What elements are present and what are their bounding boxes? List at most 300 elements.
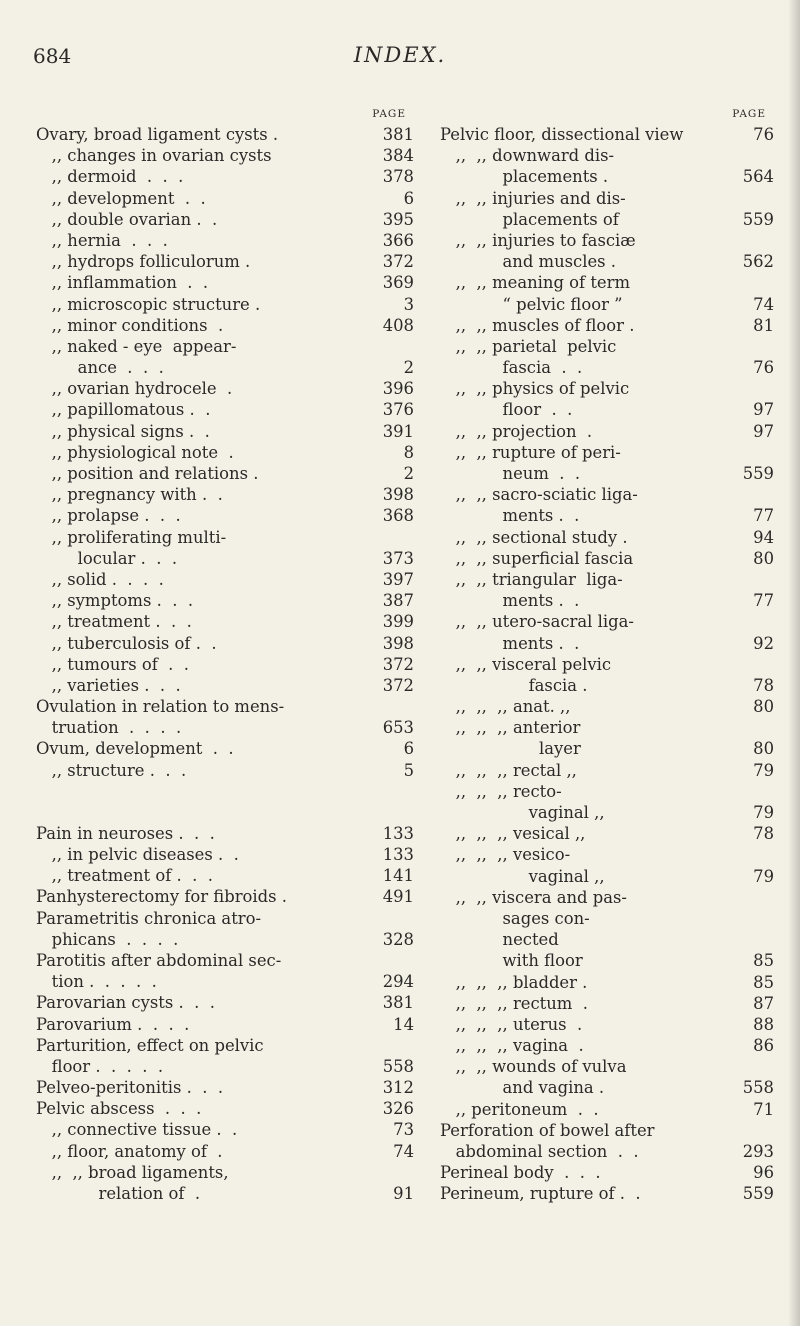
index-entry-page: 366: [382, 230, 414, 250]
index-entry-text: locular . . .: [36, 548, 178, 568]
index-entry-page: 96: [753, 1163, 774, 1183]
index-entry-text: ,, ,, ,, rectal ,,: [440, 760, 577, 780]
index-entry-page: [740, 378, 774, 399]
index-entry: [440, 527, 774, 548]
index-entry: [36, 569, 414, 590]
index-entry-text: ,, microscopic structure .: [36, 294, 261, 314]
index-entry: [440, 548, 774, 569]
index-entry: [36, 336, 414, 357]
index-entry: [440, 1183, 774, 1204]
index-entry-text: ,, hydrops folliculorum .: [36, 252, 251, 272]
index-entry-text: ,, changes in ovarian cysts: [36, 146, 272, 166]
index-entry-page: 92: [753, 633, 774, 653]
index-entry-text: ,, ,, superficial fascia: [440, 548, 634, 568]
index-entry-page: 381: [382, 993, 414, 1013]
index-entry: [440, 569, 774, 590]
index-entry-page: 328: [382, 929, 414, 949]
index-entry: [36, 421, 414, 442]
index-entry-page: [740, 654, 774, 675]
index-entry-text: vaginal ,,: [440, 803, 605, 822]
index-entry: [36, 1183, 414, 1204]
index-entry-text: ,, ,, downward dis-: [440, 146, 615, 166]
index-entry-text: Ovary, broad ligament cysts .: [36, 125, 279, 144]
index-entry-text: floor . . . . .: [36, 1056, 164, 1076]
page-column-header: PAGE: [372, 108, 406, 120]
index-entry-text: ,, ,, utero-sacral liga-: [440, 612, 634, 632]
index-entry-text: phicans . . . .: [36, 929, 179, 949]
index-entry-text: ,, pregnancy with . .: [36, 485, 223, 505]
index-entry: [36, 929, 414, 950]
running-head: INDEX.: [353, 43, 447, 67]
index-entry: [36, 442, 414, 463]
index-entry: [440, 590, 774, 611]
index-entry: [440, 929, 774, 950]
index-entry-page: [740, 336, 774, 357]
index-entry-page: 558: [742, 1078, 774, 1098]
index-entry-page: 312: [382, 1078, 414, 1098]
index-entry: [440, 908, 774, 929]
index-entry-page: 86: [753, 1036, 774, 1056]
index-entry-text: ,, development . .: [36, 188, 206, 208]
index-entry-page: 398: [382, 633, 414, 653]
index-entry: [440, 611, 774, 632]
index-column-left: [36, 108, 414, 1204]
index-entry-page: 81: [753, 315, 774, 335]
index-entry: [440, 463, 774, 484]
index-entry-text: ,, physical signs . .: [36, 421, 210, 441]
index-entry-page: [372, 336, 414, 357]
index-entry: [36, 378, 414, 399]
index-entry-page: [740, 908, 774, 929]
index-entry: [36, 865, 414, 886]
index-entry-text: ,, peritoneum . .: [440, 1099, 599, 1119]
index-entry: [440, 421, 774, 442]
index-entry-page: 564: [742, 167, 774, 187]
index-entry: [440, 972, 774, 993]
index-entry: [440, 294, 774, 315]
index-entry: [440, 696, 774, 717]
index-entry-text: ,, solid . . . .: [36, 569, 164, 589]
index-entry-page: 8: [403, 442, 414, 462]
page-edge-shadow: [788, 0, 800, 1326]
index-entry-text: ,, ,, wounds of vulva: [440, 1057, 627, 1077]
index-entry-text: Perineal body . . .: [440, 1163, 601, 1183]
index-entry-text: Parovarian cysts . . .: [36, 993, 215, 1013]
index-entry-page: [372, 1162, 414, 1183]
index-entry: [36, 717, 414, 738]
index-entry-page: 376: [382, 400, 414, 420]
index-entry-page: [372, 1035, 414, 1056]
index-entry-page: 77: [753, 506, 774, 526]
index-entry-text: Parametritis chronica atro-: [36, 908, 262, 928]
index-entry-text: abdominal section . .: [440, 1142, 639, 1161]
index-entry: [440, 1014, 774, 1035]
index-entry-text: ,, dermoid . . .: [36, 167, 184, 187]
index-entry-text: ,, ,, sacro-sciatic liga-: [440, 485, 638, 505]
index-entry: [36, 463, 414, 484]
index-entry: [36, 166, 414, 187]
index-entry-page: 381: [382, 125, 414, 144]
index-entry-text: Perineum, rupture of . .: [440, 1184, 641, 1204]
index-entry-page: [740, 781, 774, 802]
index-entry-text: Pelveo-peritonitis . . .: [36, 1078, 224, 1098]
page-number: 684: [33, 44, 72, 68]
index-entry: [440, 866, 774, 887]
index-entry-page: 2: [403, 464, 414, 483]
index-entry: [440, 887, 774, 908]
index-entry-text: ,, ,, ,, anat. ,,: [440, 697, 571, 717]
index-entry-page: 71: [753, 1099, 774, 1119]
index-entry: [36, 357, 414, 378]
index-entry-text: ,, in pelvic diseases . .: [36, 845, 239, 864]
index-entry-page: [740, 145, 774, 166]
index-entry-page: 79: [753, 803, 774, 822]
index-entry-page: [740, 442, 774, 463]
index-entry-page: 97: [753, 421, 774, 441]
index-entry-page: 372: [382, 252, 414, 272]
index-entry-text: and vagina .: [440, 1078, 605, 1098]
index-entry-text: tion . . . . .: [36, 972, 157, 992]
index-entry-text: ,, prolapse . . .: [36, 506, 181, 526]
index-entry: [440, 251, 774, 272]
index-entry-page: 74: [753, 294, 774, 314]
index-entry: [440, 760, 774, 781]
index-entry: [440, 1141, 774, 1162]
index-entry: [440, 1056, 774, 1077]
index-entry: [440, 399, 774, 420]
index-entry-text: nected: [440, 930, 559, 950]
index-entry-text: and muscles .: [440, 252, 617, 272]
index-entry-page: 6: [403, 739, 414, 759]
index-entry-page: 326: [382, 1099, 414, 1119]
index-entry-text: ,, papillomatous . .: [36, 400, 211, 420]
index-entry-page: 78: [753, 824, 774, 844]
index-entry-text: ,, ,, ,, vagina .: [440, 1036, 584, 1056]
index-entry-text: Parotitis after abdominal sec-: [36, 950, 282, 970]
index-entry-text: ance . . .: [36, 358, 164, 378]
index-entry-text: ,, ,, meaning of term: [440, 273, 630, 293]
index-entry-page: [740, 188, 774, 209]
index-entry-text: ,, minor conditions .: [36, 315, 224, 335]
index-entry: [440, 738, 774, 759]
index-entry: [36, 1119, 414, 1140]
index-entry: [36, 675, 414, 696]
index-entry: [440, 717, 774, 738]
index-entry-text: ,, floor, anatomy of .: [36, 1141, 223, 1161]
index-entry-page: 372: [382, 654, 414, 674]
index-entry-page: [740, 844, 774, 865]
index-entry-text: relation of .: [36, 1184, 201, 1203]
index-entry-page: 88: [753, 1014, 774, 1034]
index-entry-text: Ovulation in relation to mens-: [36, 697, 285, 717]
index-entry-text: Parturition, effect on pelvic: [36, 1035, 264, 1055]
index-entry-text: ,, treatment of . . .: [36, 866, 213, 886]
index-entry: [440, 1162, 774, 1183]
index-entry: [440, 315, 774, 336]
index-entry: [36, 844, 414, 865]
index-entry-page: [372, 527, 414, 548]
index-entry-text: ments . .: [440, 506, 580, 526]
index-entry-text: ,, tuberculosis of . .: [36, 633, 217, 653]
index-entry-page: 14: [393, 1014, 414, 1034]
index-entry: [440, 675, 774, 696]
index-entry: [36, 696, 414, 717]
index-entry-page: 653: [382, 718, 414, 738]
index-entry: [36, 230, 414, 251]
index-entry-text: ,, double ovarian . .: [36, 209, 218, 229]
index-entry-text: ,, ,, sectional study .: [440, 527, 628, 547]
index-entry-text: truation . . . .: [36, 718, 182, 738]
index-entry: [36, 1077, 414, 1098]
index-entry-page: 77: [753, 591, 774, 611]
index-entry-page: [740, 1056, 774, 1077]
index-entry-page: 373: [382, 548, 414, 568]
index-entry: [36, 590, 414, 611]
index-entry: [36, 188, 414, 209]
index-entry: [440, 230, 774, 251]
page-column-header: PAGE: [732, 108, 766, 120]
index-entry-page: 80: [753, 697, 774, 717]
index-entry-page: 293: [742, 1142, 774, 1161]
index-entry-text: fascia . .: [440, 358, 583, 378]
index-entry: [440, 1099, 774, 1120]
index-entry: [36, 738, 414, 759]
index-entry-text: placements .: [440, 167, 609, 187]
index-entry-page: 97: [753, 400, 774, 420]
index-entry-page: 78: [753, 675, 774, 695]
index-entry-page: 80: [753, 548, 774, 568]
section-gap: [36, 781, 414, 823]
index-entry-text: with floor: [440, 951, 583, 971]
index-entry: [36, 294, 414, 315]
index-entry-page: 79: [753, 866, 774, 886]
index-entry: [440, 993, 774, 1014]
index-entry-page: 79: [753, 760, 774, 780]
index-entry: [36, 1098, 414, 1119]
index-entry: [440, 188, 774, 209]
index-entry-text: ,, ,, injuries and dis-: [440, 188, 626, 208]
index-entry-text: ,, ,, broad ligaments,: [36, 1162, 229, 1182]
index-entry: [440, 1077, 774, 1098]
index-entry: [36, 399, 414, 420]
index-entry: [440, 633, 774, 654]
index-entry-page: 6: [403, 188, 414, 208]
index-entry: [36, 950, 414, 971]
index-entry: [36, 209, 414, 230]
index-entry: [36, 654, 414, 675]
index-entry-text: Perforation of bowel after: [440, 1120, 655, 1140]
index-entry-text: ,, structure . . .: [36, 760, 187, 780]
index-entry: [440, 124, 774, 145]
index-entry: [440, 484, 774, 505]
index-entry: [440, 442, 774, 463]
index-entry: [440, 378, 774, 399]
index-entry-page: 384: [382, 146, 414, 166]
index-entry-page: 2: [403, 358, 414, 378]
index-entry-page: [740, 611, 774, 632]
index-entry-page: 559: [742, 1184, 774, 1204]
index-entry-text: ,, ovarian hydrocele .: [36, 379, 233, 399]
index-entry: [36, 908, 414, 929]
index-entry-text: ,, inflammation . .: [36, 273, 209, 293]
index-entry-text: sages con-: [440, 908, 590, 928]
index-entry-text: Pelvic abscess . . .: [36, 1099, 202, 1119]
index-entry-text: ,, ,, ,, uterus .: [440, 1014, 583, 1034]
index-entry-page: 491: [382, 887, 414, 907]
index-entry-text: ,, ,, triangular liga-: [440, 569, 623, 589]
index-entry-page: 387: [382, 591, 414, 611]
index-entry: [36, 886, 414, 907]
index-entry-page: 397: [382, 569, 414, 589]
index-entry: [36, 992, 414, 1013]
index-entry-text: placements of: [440, 209, 619, 229]
index-entry-text: “ pelvic floor ”: [440, 294, 623, 314]
index-entry: [440, 1120, 774, 1141]
index-entry-text: ,, ,, ,, anterior: [440, 718, 581, 738]
index-entry-text: ments . .: [440, 591, 580, 611]
index-entry: [440, 145, 774, 166]
index-entry: [36, 272, 414, 293]
index-entry-text: ,, ,, ,, rectum .: [440, 993, 588, 1013]
index-entry-page: 378: [382, 167, 414, 187]
index-entry: [440, 209, 774, 230]
index-entry-page: 559: [742, 464, 774, 483]
index-entry-page: 85: [753, 972, 774, 992]
index-entry-page: [740, 484, 774, 505]
index-entry: [440, 802, 774, 823]
index-entry-text: Pain in neuroses . . .: [36, 823, 215, 843]
index-entry-page: 399: [382, 612, 414, 632]
index-entry: [440, 823, 774, 844]
index-entry-text: fascia .: [440, 675, 588, 695]
index-entry-page: [372, 908, 414, 929]
index-entry: [36, 251, 414, 272]
index-entry: [36, 1162, 414, 1183]
index-entry: [36, 1141, 414, 1162]
index-entry-page: 87: [753, 993, 774, 1013]
index-entry-page: 391: [382, 421, 414, 441]
index-entry-text: ,, ,, ,, vesico-: [440, 845, 571, 865]
index-column-right: [440, 108, 774, 1205]
index-entry-page: [740, 230, 774, 251]
index-entry-text: vaginal ,,: [440, 866, 605, 886]
index-entry-text: ments . .: [440, 633, 580, 653]
index-entry-text: ,, ,, viscera and pas-: [440, 887, 627, 907]
index-entry: [440, 505, 774, 526]
index-entry-page: 294: [382, 972, 414, 992]
index-entry-text: ,, ,, ,, recto-: [440, 781, 562, 801]
index-entry-text: ,, ,, visceral pelvic: [440, 654, 612, 674]
index-entry: [36, 823, 414, 844]
index-entry-page: 91: [393, 1184, 414, 1203]
index-entry: [36, 611, 414, 632]
index-entry: [440, 166, 774, 187]
index-entry-text: ,, proliferating multi-: [36, 527, 227, 547]
index-entry-page: 85: [753, 951, 774, 971]
index-entry-text: ,, tumours of . .: [36, 654, 190, 674]
index-entry-text: ,, physiological note .: [36, 442, 234, 462]
index-entry-page: 408: [382, 315, 414, 335]
index-entry-text: ,, treatment . . .: [36, 612, 192, 632]
index-entry-page: [740, 887, 774, 908]
index-entry-text: floor . .: [440, 400, 573, 420]
index-entry-text: Pelvic floor, dissectional view: [440, 125, 684, 144]
index-entry-text: ,, ,, projection .: [440, 421, 593, 441]
index-entry-text: Parovarium . . . .: [36, 1014, 190, 1034]
index-entry: [36, 760, 414, 781]
index-entry: [36, 527, 414, 548]
index-entry: [440, 336, 774, 357]
index-entry: [36, 124, 414, 145]
index-entry: [36, 548, 414, 569]
index-entry: [440, 272, 774, 293]
index-entry-page: [740, 717, 774, 738]
index-entry-text: layer: [440, 739, 581, 759]
index-entry: [440, 357, 774, 378]
index-entry-page: 80: [753, 739, 774, 759]
index-entry-text: ,, position and relations .: [36, 464, 259, 483]
index-entry-text: ,, hernia . . .: [36, 230, 168, 250]
index-entry-text: ,, ,, muscles of floor .: [440, 315, 635, 335]
index-entry-page: 76: [753, 125, 774, 144]
index-entry-text: ,, naked - eye appear-: [36, 336, 237, 356]
index-entry-page: 562: [742, 252, 774, 272]
index-entry-page: 74: [393, 1141, 414, 1161]
index-entry-text: ,, ,, ,, bladder .: [440, 972, 588, 992]
index-entry-text: ,, varieties . . .: [36, 675, 181, 695]
index-entry-page: [740, 1120, 774, 1141]
index-entry-text: ,, ,, injuries to fasciæ: [440, 230, 636, 250]
index-entry: [440, 654, 774, 675]
index-entry-page: 398: [382, 485, 414, 505]
index-entry-page: 94: [753, 527, 774, 547]
index-entry-text: ,, connective tissue . .: [36, 1120, 238, 1140]
index-entry: [36, 1056, 414, 1077]
index-entry-page: 76: [753, 358, 774, 378]
index-entry-page: 369: [382, 273, 414, 293]
index-entry-text: ,, ,, ,, vesical ,,: [440, 824, 586, 844]
index-entry-page: [740, 272, 774, 293]
index-entry-text: Panhysterectomy for fibroids .: [36, 887, 287, 907]
index-entry-text: neum . .: [440, 464, 581, 483]
index-entry-page: 372: [382, 675, 414, 695]
index-entry: [440, 844, 774, 865]
index-entry: [36, 1035, 414, 1056]
index-entry-page: [740, 569, 774, 590]
index-entry-text: ,, ,, physics of pelvic: [440, 379, 630, 399]
index-entry: [36, 971, 414, 992]
index-entry-page: [372, 950, 414, 971]
index-entry-text: ,, ,, parietal pelvic: [440, 336, 617, 356]
index-entry: [36, 484, 414, 505]
index-entry-page: 73: [393, 1120, 414, 1140]
index-entry-text: ,, ,, rupture of peri-: [440, 442, 621, 462]
index-entry-page: 133: [382, 823, 414, 843]
index-entry: [36, 315, 414, 336]
index-entry: [440, 781, 774, 802]
index-entry-page: 396: [382, 379, 414, 399]
index-entry-page: 3: [403, 294, 414, 314]
index-entry-page: [740, 929, 774, 950]
index-entry-page: 559: [742, 209, 774, 229]
index-entry-text: ,, symptoms . . .: [36, 591, 194, 611]
index-entry-page: 133: [382, 845, 414, 864]
index-entry-page: 5: [403, 760, 414, 780]
index-entry-page: [372, 696, 414, 717]
index-entry-text: Ovum, development . .: [36, 739, 234, 759]
index-entry: [36, 1014, 414, 1035]
index-entry: [36, 505, 414, 526]
